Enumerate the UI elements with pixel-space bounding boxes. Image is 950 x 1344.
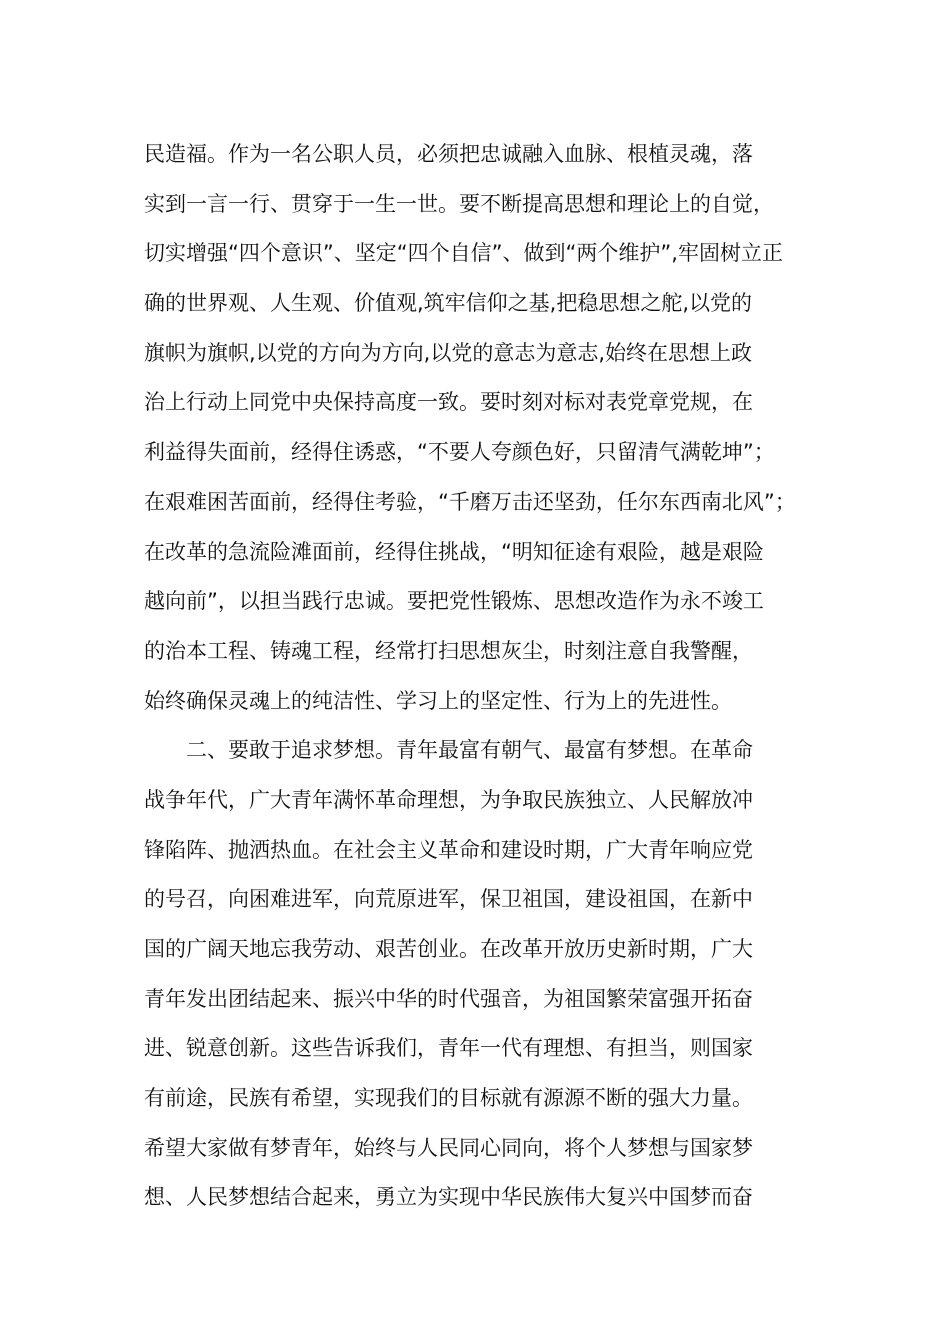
text-line: 利益得失面前，经得住诱惑，“不要人夸颜色好，只留清气满乾坤”； — [144, 440, 775, 465]
text-line: 青年发出团结起来、振兴中华的时代强音，为祖国繁荣富强开拓奋 — [144, 986, 753, 1011]
text-line: 锋陷阵、抛洒热血。在社会主义革命和建设时期，广大青年响应党 — [144, 837, 753, 862]
text-line: 想、人民梦想结合起来，勇立为实现中华民族伟大复兴中国梦而奋 — [144, 1185, 753, 1210]
section-heading-line: 二、要敢于追求梦想。青年最富有朝气、最富有梦想。在革命 — [144, 738, 753, 763]
text-line: 的号召，向困难进军，向荒原进军，保卫祖国，建设祖国，在新中 — [144, 887, 753, 912]
text-line: 战争年代，广大青年满怀革命理想，为争取民族独立、人民解放冲 — [144, 787, 753, 812]
text-line: 民造福。作为一名公职人员，必须把忠诚融入血脉、根植灵魂，落 — [144, 142, 753, 166]
text-line: 希望大家做有梦青年，始终与人民同心同向，将个人梦想与国家梦 — [144, 1135, 753, 1160]
text-line: 在艰难困苦面前，经得住考验，“千磨万击还坚劲，任尔东西南北风”； — [144, 489, 796, 514]
text-line: 在改革的急流险滩面前，经得住挑战，“明知征途有艰险，越是艰险 — [144, 539, 764, 564]
body-text — [144, 130, 834, 1223]
text-line: 确的世界观、人生观、价值观,筑牢信仰之基,把稳思想之舵,以党的 — [144, 291, 753, 316]
text-line: 治上行动上同党中央保持高度一致。要时刻对标对表党章党规，在 — [144, 390, 753, 415]
text-line: 始终确保灵魂上的纯洁性、学习上的坚定性、行为上的先进性。 — [144, 688, 732, 713]
text-line: 越向前”，以担当践行忠诚。要把党性锻炼、思想改造作为永不竣工 — [144, 589, 764, 614]
text-line: 进、锐意创新。这些告诉我们，青年一代有理想、有担当，则国家 — [144, 1036, 753, 1061]
text-line: 旗帜为旗帜,以党的方向为方向,以党的意志为意志,始终在思想上政 — [144, 340, 753, 365]
text-line: 有前途，民族有希望，实现我们的目标就有源源不断的强大力量。 — [144, 1086, 753, 1111]
text-line: 切实增强“四个意识”、坚定“四个自信”、做到“两个维护”,牢固树立正 — [144, 241, 783, 266]
text-line: 的治本工程、铸魂工程，经常打扫思想灰尘，时刻注意自我警醒， — [144, 638, 753, 663]
text-line: 实到一言一行、贯穿于一生一世。要不断提高思想和理论上的自觉， — [144, 191, 774, 216]
text-line: 国的广阔天地忘我劳动、艰苦创业。在改革开放历史新时期，广大 — [144, 937, 753, 961]
